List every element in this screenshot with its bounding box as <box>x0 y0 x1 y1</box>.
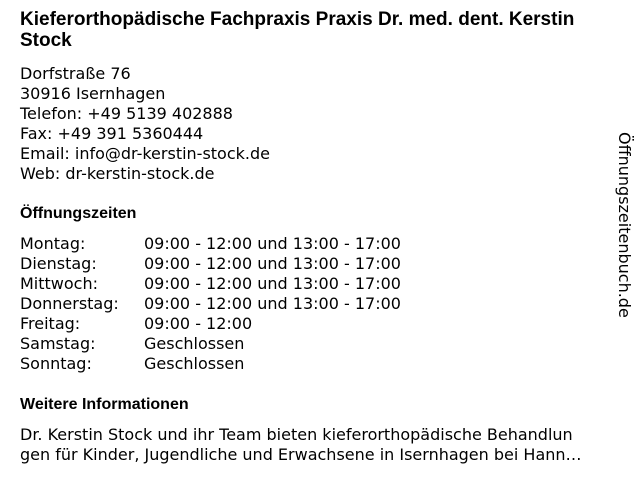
address-block <box>20 64 600 184</box>
hours-time: 09:00 - 12:00 und 13:00 - 17:00 <box>144 234 401 253</box>
hours-time: Geschlossen <box>144 354 245 373</box>
hours-row-friday <box>20 314 401 334</box>
hours-row-tuesday <box>20 254 401 274</box>
hours-day: Freitag: <box>20 314 81 333</box>
hours-day: Donnerstag: <box>20 294 119 313</box>
hours-time: 09:00 - 12:00 <box>144 314 253 333</box>
page-title: Kieferorthopädische Fachpraxis Praxis Dr. med. dent. Kerstin Stock <box>20 9 575 51</box>
hours-day: Montag: <box>20 234 86 253</box>
hours-day: Mittwoch: <box>20 274 98 293</box>
more-info-heading: Weitere Informationen <box>20 396 189 413</box>
fax-number: Fax: +49 391 5360444 <box>20 124 204 143</box>
opening-hours-heading: Öffnungszeiten <box>20 205 137 222</box>
address-city: 30916 Isernhagen <box>20 84 166 103</box>
opening-hours-table <box>20 234 401 374</box>
hours-time: 09:00 - 12:00 und 13:00 - 17:00 <box>144 274 401 293</box>
hours-row-wednesday <box>20 274 401 294</box>
watermark-text <box>614 132 634 338</box>
hours-row-sunday <box>20 354 401 374</box>
hours-time: 09:00 - 12:00 und 13:00 - 17:00 <box>144 294 401 313</box>
hours-day: Dienstag: <box>20 254 97 273</box>
hours-row-monday <box>20 234 401 254</box>
hours-time: 09:00 - 12:00 und 13:00 - 17:00 <box>144 254 401 273</box>
website-link[interactable]: Web: dr-kerstin-stock.de <box>20 164 215 183</box>
hours-row-thursday <box>20 294 401 314</box>
hours-day: Samstag: <box>20 334 96 353</box>
hours-time: Geschlossen <box>144 334 245 353</box>
address-street: Dorfstraße 76 <box>20 64 131 83</box>
more-info-line: gen für Kinder, Jugendliche und Erwachsene in Isernhagen bei Hann… <box>20 445 582 464</box>
more-info-line: Dr. Kerstin Stock und ihr Team bieten kieferorthopädische Behandlun <box>20 425 573 444</box>
phone-number[interactable]: Telefon: +49 5139 402888 <box>20 104 233 123</box>
hours-row-saturday <box>20 334 401 354</box>
hours-day: Sonntag: <box>20 354 92 373</box>
watermark-label: Öffnungszeitenbuch.de <box>615 132 634 318</box>
more-info-text <box>20 425 632 465</box>
email-address[interactable]: Email: info@dr-kerstin-stock.de <box>20 144 270 163</box>
